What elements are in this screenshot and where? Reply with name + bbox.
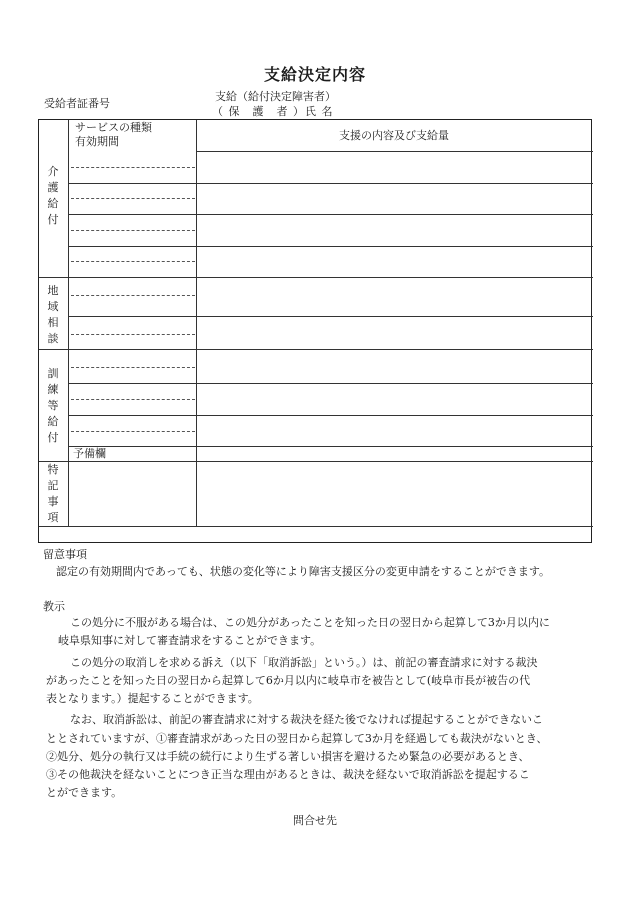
- group-label-kaigo: 介 護 給 付: [47, 165, 59, 226]
- period-dashed-line: [71, 367, 195, 368]
- header-support-content: 支援の内容及び支給量: [339, 129, 449, 142]
- instruction-text: 岐阜県知事に対して審査請求をすることができます。: [58, 634, 322, 647]
- row-line: [68, 214, 593, 215]
- payee-label-line2: （ 保 護 者 ）氏 名: [212, 105, 334, 118]
- group-line: [39, 277, 593, 278]
- instruction-text: この処分に不服がある場合は、この処分があったことを知った日の翌日から起算して3か月以内に: [70, 616, 550, 629]
- period-dashed-line: [71, 399, 195, 400]
- period-dashed-line: [71, 230, 195, 231]
- header-service-type: サービスの種類: [75, 121, 152, 134]
- table-bottom-line: [39, 526, 593, 527]
- period-dashed-line: [71, 334, 195, 335]
- row-line: [68, 446, 593, 447]
- row-line: [68, 183, 593, 184]
- group-label-chiiki: 地 域 相 談: [47, 284, 59, 345]
- instruction-text: この処分の取消しを求める訴え（以下「取消訴訟」という。）は、前記の審査請求に対する裁決: [70, 656, 538, 669]
- instruction-text: ③その他裁決を経ないことにつき正当な理由があるときは、裁決を経ないで取消訴訟を提起するこ: [46, 768, 530, 781]
- header-valid-period: 有効期間: [75, 135, 119, 148]
- instruction-text: があったことを知った日の翌日から起算して6か月以内に岐阜市を被告として(岐阜市長が被告の代: [46, 674, 531, 687]
- period-dashed-line: [71, 167, 195, 168]
- instruction-text: ②処分、処分の執行又は手続の続行により生ずる著しい損害を避けるため緊急の必要があるとき、: [46, 750, 530, 763]
- notes-text: 認定の有効期間内であっても、状態の変化等により障害支援区分の変更申請をすることができます。: [56, 565, 551, 578]
- row-line: [68, 316, 593, 317]
- group-line: [39, 349, 593, 350]
- reserve-field-label: 予備欄: [73, 447, 106, 460]
- decision-table: [38, 119, 592, 543]
- content-column-divider: [196, 120, 197, 526]
- instruction-text: なお、取消訴訟は、前記の審査請求に対する裁決を経た後でなければ提起することができないこ: [70, 713, 543, 726]
- recipient-number-label: 受給者証番号: [44, 97, 110, 110]
- period-dashed-line: [71, 261, 195, 262]
- period-dashed-line: [71, 295, 195, 296]
- row-line: [68, 415, 593, 416]
- notes-heading: 留意事項: [43, 548, 87, 561]
- group-label-kunren: 訓 練 等 給 付: [47, 367, 59, 444]
- instruction-text: ととされていますが、①審査請求があった日の翌日から起算して3か月を経過しても裁決がないとき、: [46, 732, 548, 745]
- document-title: 支給決定内容: [263, 65, 366, 84]
- contact-label: 問合せ先: [293, 814, 337, 827]
- group-label-tokki: 特 記 事 項: [47, 463, 59, 524]
- instruction-text: 表となります。）提起することができます。: [46, 692, 259, 705]
- period-dashed-line: [71, 198, 195, 199]
- instruction-heading: 教示: [43, 600, 65, 613]
- row-line: [196, 151, 593, 152]
- group-column-divider: [68, 120, 69, 526]
- payee-label-line1: 支給（給付決定障害者）: [215, 90, 336, 103]
- instruction-text: とができます。: [46, 786, 123, 799]
- period-dashed-line: [71, 431, 195, 432]
- group-line: [39, 461, 593, 462]
- row-line: [68, 246, 593, 247]
- row-line: [68, 383, 593, 384]
